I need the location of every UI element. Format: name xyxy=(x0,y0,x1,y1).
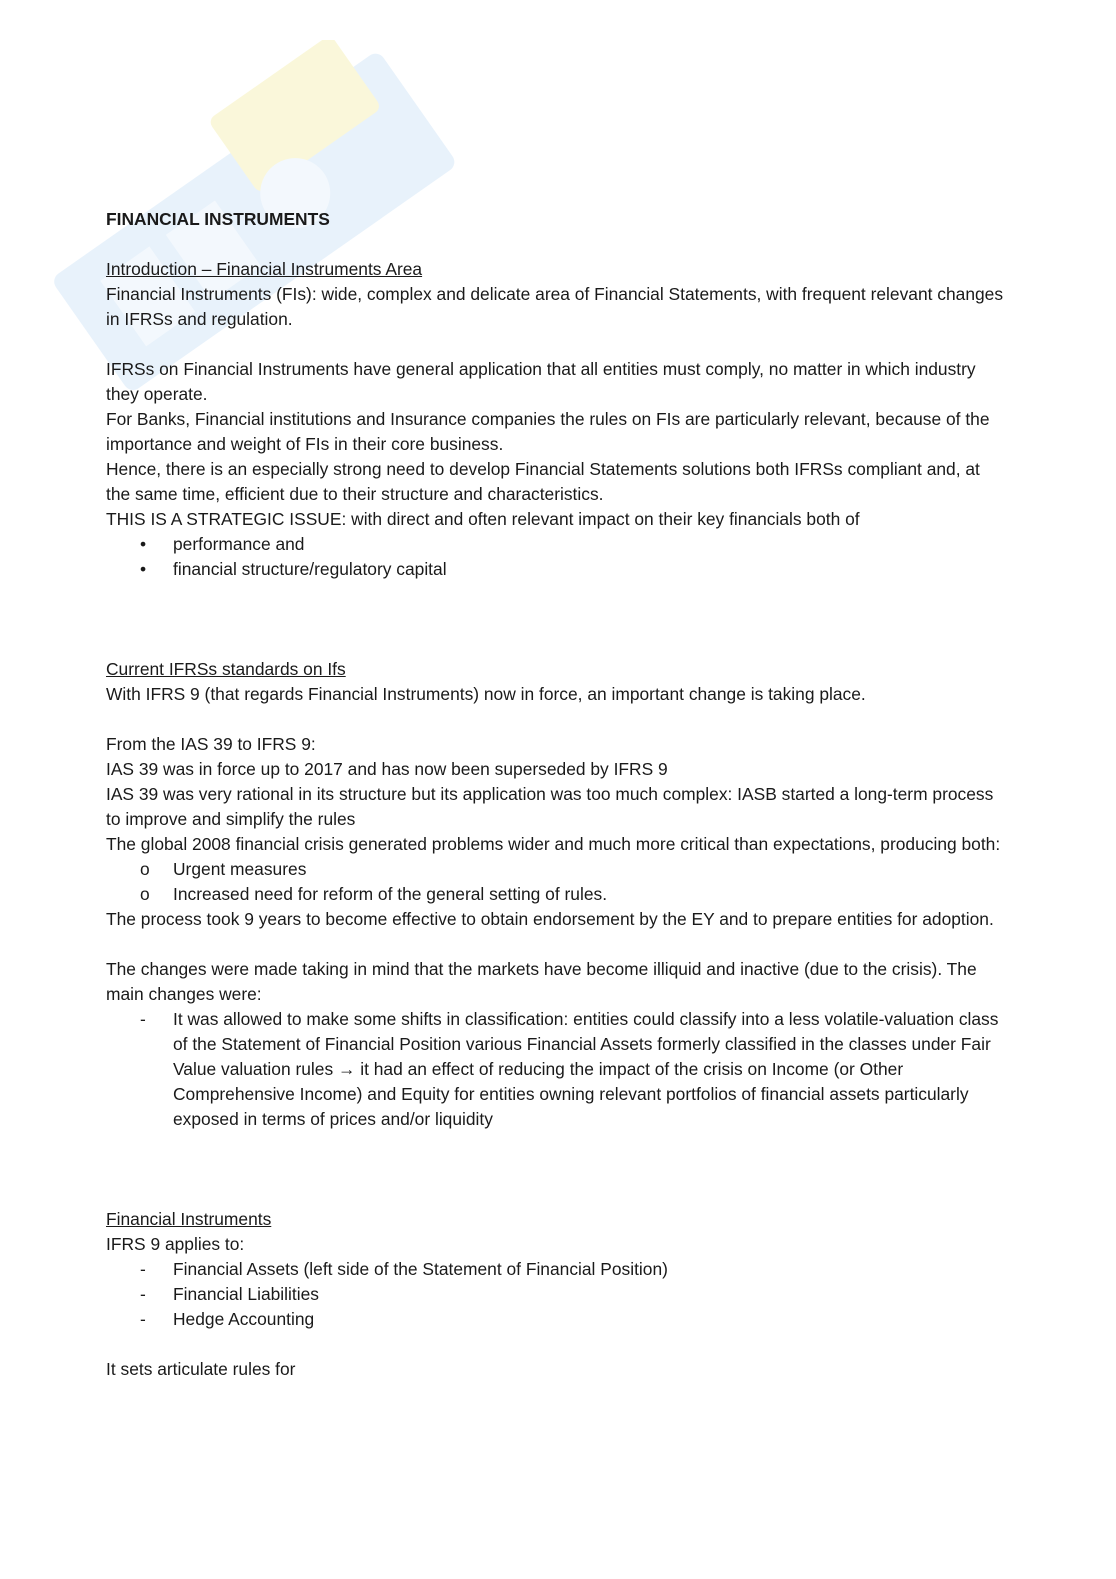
paragraph: The changes were made taking in mind that the markets have become illiquid and inactive (due to the crisis). The main changes were: xyxy=(106,959,977,1004)
section-heading-current-ifrs: Current IFRSs standards on Ifs xyxy=(106,659,346,679)
section-heading-financial-instruments: Financial Instruments xyxy=(106,1209,272,1229)
paragraph: IFRS 9 applies to: xyxy=(106,1234,245,1254)
dash-list xyxy=(106,1007,1006,1132)
paragraph: The global 2008 financial crisis generated problems wider and much more critical than expectations, producing both: xyxy=(106,834,1001,854)
bullet-list xyxy=(106,532,1006,582)
list-item: - Financial Liabilities xyxy=(140,1284,319,1304)
paragraph: IAS 39 was in force up to 2017 and has now been superseded by IFRS 9 xyxy=(106,759,668,779)
paragraph: Hence, there is an especially strong need to develop Financial Statements solutions both IFRSs compliant and, at the same time, efficient due to their structure and characteristics. xyxy=(106,459,980,504)
dash-list xyxy=(106,1257,1006,1332)
paragraph: THIS IS A STRATEGIC ISSUE: with direct and often relevant impact on their key financials both of xyxy=(106,509,860,529)
document-title: FINANCIAL INSTRUMENTS xyxy=(106,209,330,229)
paragraph: Financial Instruments (FIs): wide, complex and delicate area of Financial Statements, with frequent relevant changes in IFRSs and regulation. xyxy=(106,284,1004,329)
list-item: • performance and xyxy=(140,534,305,554)
section-heading-introduction: Introduction – Financial Instruments Area xyxy=(106,259,423,279)
document-page xyxy=(106,207,1006,1382)
list-item: o Urgent measures xyxy=(140,859,307,879)
circle-list xyxy=(106,857,1006,907)
paragraph: From the IAS 39 to IFRS 9: xyxy=(106,734,316,754)
paragraph: IAS 39 was very rational in its structure but its application was too much complex: IASB started a long-term process to improve and simplify the rules xyxy=(106,784,994,829)
list-item: - Financial Assets (left side of the Statement of Financial Position) xyxy=(140,1259,668,1279)
paragraph: The process took 9 years to become effective to obtain endorsement by the EY and to prepare entities for adoption. xyxy=(106,909,994,929)
paragraph: It sets articulate rules for xyxy=(106,1359,296,1379)
list-item: o Increased need for reform of the general setting of rules. xyxy=(140,884,608,904)
paragraph: IFRSs on Financial Instruments have general application that all entities must comply, no matter in which industry they operate. xyxy=(106,359,976,404)
list-item: - It was allowed to make some shifts in classification: entities could classify into a less volatile-valuation class of the Statement of Financial Position various Financial Assets formerly classified in the classes under Fair Value valuation rules → it had an effect of reducing the impact of the crisis on Income (or Other Comprehensive Income) and Equity for entities owning relevant portfolios of financial assets particularly exposed in terms of prices and/or liquidity xyxy=(140,1009,999,1129)
list-item: - Hedge Accounting xyxy=(140,1309,315,1329)
paragraph: With IFRS 9 (that regards Financial Instruments) now in force, an important change is taking place. xyxy=(106,684,866,704)
paragraph: For Banks, Financial institutions and Insurance companies the rules on FIs are particularly relevant, because of the importance and weight of FIs in their core business. xyxy=(106,409,990,454)
list-item: • financial structure/regulatory capital xyxy=(140,559,447,579)
